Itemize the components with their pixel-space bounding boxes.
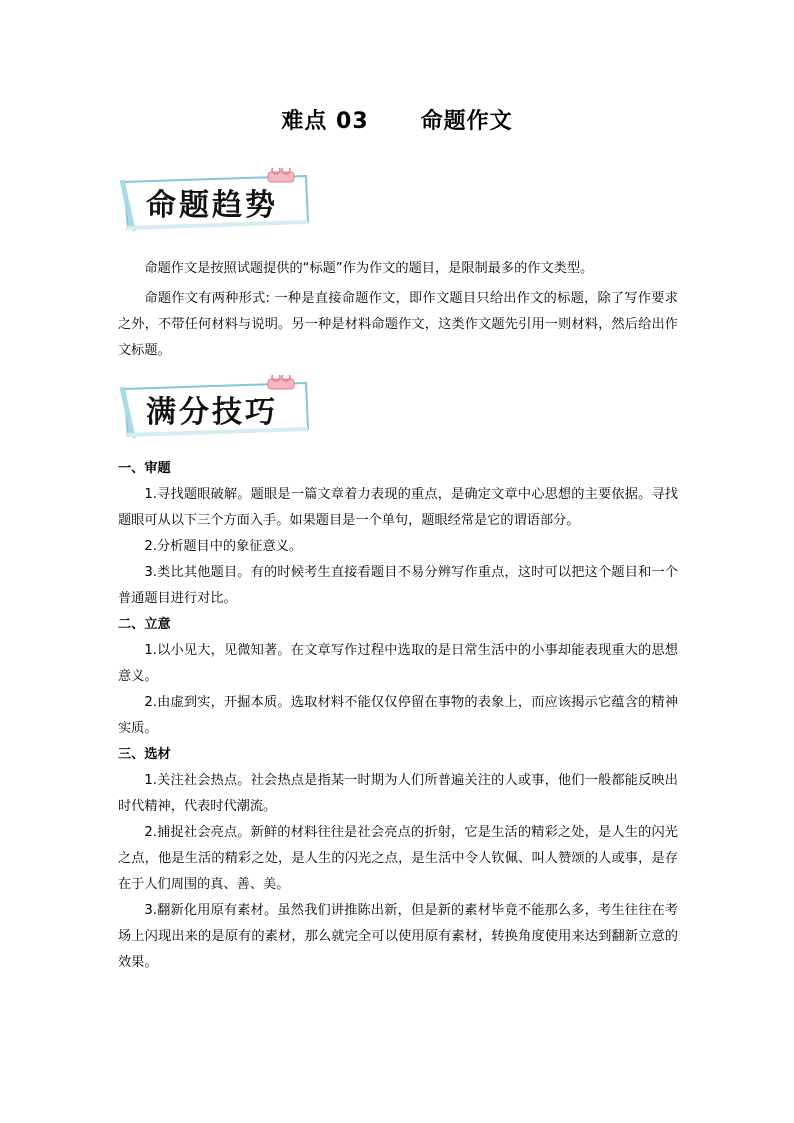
section-heading: 一、审题 [118, 461, 171, 476]
trend-paragraph: 命题作文是按照试题提供的“标题”作为作文的题目，是限制最多的作文类型。 [144, 261, 594, 276]
section-heading: 二、立意 [118, 617, 171, 632]
section-heading: 三、选材 [118, 747, 171, 762]
section-item: 2.捕捉社会亮点。新鲜的材料往往是社会亮点的折射，它是生活的精彩之处，是人生的闪光之点，他是生活的精彩之处，是人生的闪光之点，是生活中令人钦佩、叫人赞颂的人或事，是存在于人们周围的真、善、美。 [118, 825, 678, 892]
section-item: 2.由虚到实，开掘本质。选取材料不能仅仅停留在事物的表象上，而应该揭示它蕴含的精神实质。 [118, 695, 678, 736]
section-item: 3.类比其他题目。有的时候考生直接看题目不易分辨写作重点，这时可以把这个题目和一个普通题目进行对比。 [118, 565, 678, 606]
trend-paragraph: 命题作文有两种形式: 一种是直接命题作文，即作文题目只给出作文的标题，除了写作要求之外，不带任何材料与说明。另一种是材料命题作文，这类作文题先引用一则材料，然后给出作文标题。 [118, 291, 678, 358]
banner-trend-label: 命题趋势 [146, 188, 278, 223]
skills-body [118, 456, 678, 976]
section-item: 1.关注社会热点。社会热点是指某一时期为人们所普遍关注的人或事，他们一般都能反映出时代精神，代表时代潮流。 [118, 773, 678, 814]
banner-skills-label: 满分技巧 [146, 395, 278, 430]
section-item: 1.寻找题眼破解。题眼是一篇文章着力表现的重点，是确定文章中心思想的主要依据。寻找题眼可从以下三个方面入手。如果题目是一个单句，题眼经常是它的谓语部分。 [118, 487, 678, 528]
section-item: 2.分析题目中的象征意义。 [144, 539, 303, 554]
section-item: 3.翻新化用原有素材。虽然我们讲推陈出新，但是新的素材毕竟不能那么多，考生往往在考场上闪现出来的是原有的素材，那么就完全可以使用原有素材，转换角度使用来达到翻新立意的效果。 [118, 903, 678, 970]
section-item: 1.以小见大，见微知著。在文章写作过程中选取的是日常生活中的小事却能表现重大的思想意义。 [118, 643, 678, 684]
banner-skills [118, 375, 313, 441]
page-title: 难点 03 命题作文 [281, 109, 513, 134]
banner-trend [118, 168, 313, 234]
